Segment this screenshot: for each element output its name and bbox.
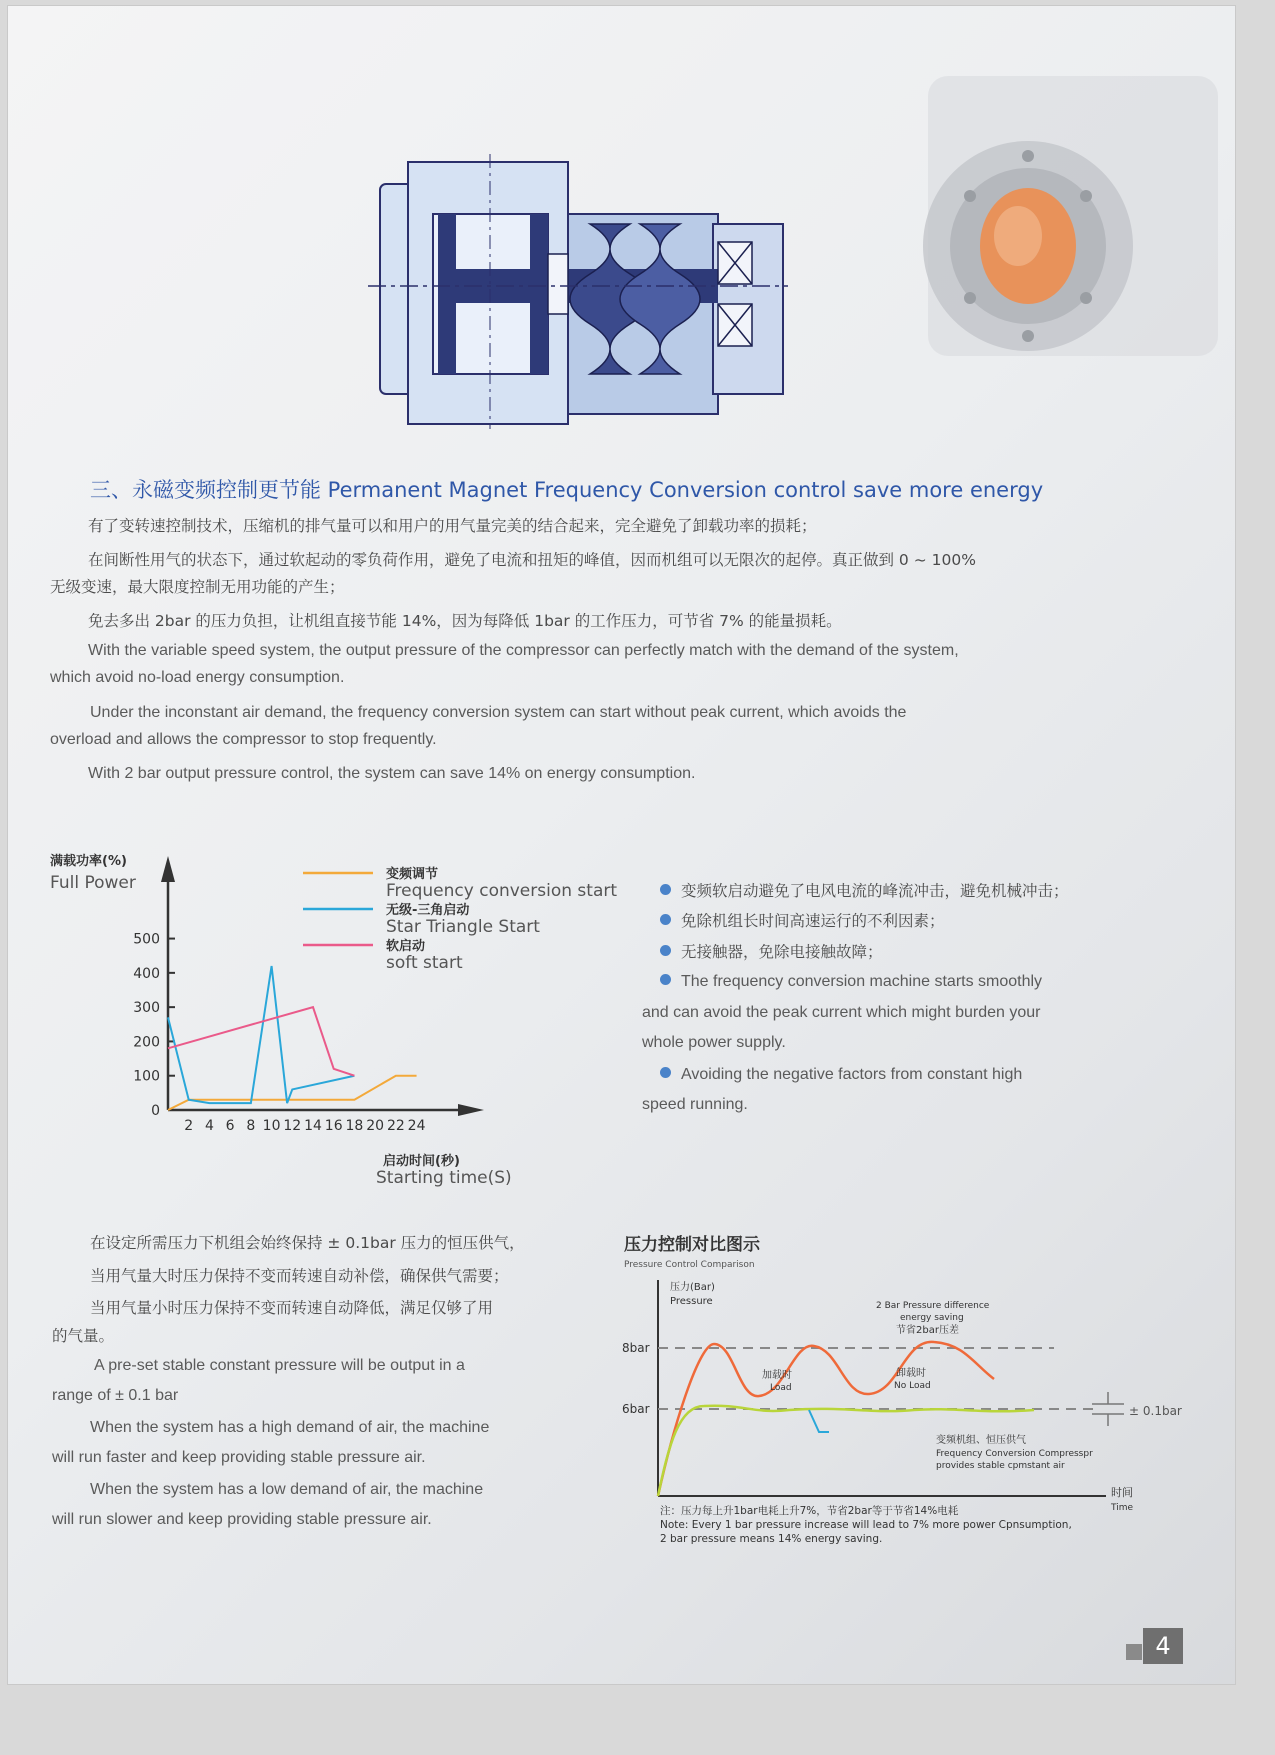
page-number: 4 bbox=[1143, 1628, 1183, 1664]
chart1-xtick-label: 24 bbox=[407, 1118, 426, 1134]
lower-en-3-line-2: will run slower and keep providing stable pressure air. bbox=[52, 1511, 432, 1528]
chart2-noload-cn: 卸载时 bbox=[896, 1368, 926, 1379]
chart2-blue-segment bbox=[809, 1410, 829, 1432]
chart1-xtick-label: 20 bbox=[366, 1118, 385, 1134]
bullet-dot-icon bbox=[660, 884, 671, 895]
chart1-ytick-label: 0 bbox=[151, 1103, 160, 1119]
section-heading: 三、永磁变频控制更节能 Permanent Magnet Frequency Conversion control save more energy bbox=[90, 478, 1044, 502]
chart1-xtick-label: 6 bbox=[225, 1118, 235, 1134]
chart2-fc-en-2: provides stable cpmstant air bbox=[936, 1461, 1065, 1471]
chart1-ytick-label: 500 bbox=[133, 931, 160, 948]
bullet-cn-1: 变频软启动避免了电风电流的峰流冲击，避免机械冲击； bbox=[660, 879, 1069, 901]
en-paragraph-3: With 2 bar output pressure control, the system can save 14% on energy consumption. bbox=[88, 765, 696, 782]
bullet-en-2-line-2: speed running. bbox=[642, 1096, 748, 1113]
cn-paragraph-1: 有了变转速控制技术，压缩机的排气量可以和用户的用气量完美的结合起来，完全避免了卸载功率的损耗； bbox=[88, 517, 817, 535]
bullet-dot-icon bbox=[660, 1067, 671, 1078]
pressure-control-chart bbox=[614, 1224, 1194, 1554]
bullet-dot-icon bbox=[660, 945, 671, 956]
chart1-ylabel-en: Full Power bbox=[50, 873, 136, 893]
chart2-note-cn: 注：压力每上升1bar电耗上升7%，节省2bar等于节省14%电耗 bbox=[660, 1505, 959, 1517]
chart1-series-line-1 bbox=[168, 1076, 417, 1110]
lower-en-2-line-2: will run faster and keep providing stable pressure air. bbox=[52, 1449, 426, 1466]
chart1-xtick-label: 8 bbox=[246, 1118, 256, 1134]
chart2-title-en: Pressure Control Comparison bbox=[624, 1260, 755, 1270]
en-paragraph-2-line-2: overload and allows the compressor to stop frequently. bbox=[50, 731, 437, 748]
chart1-xtick-label: 14 bbox=[304, 1118, 322, 1134]
en-paragraph-2-line-1: Under the inconstant air demand, the frequency conversion system can start without peak current, which avoids the bbox=[90, 704, 907, 721]
lower-cn-1: 在设定所需压力下机组会始终保持 ± 0.1bar 压力的恒压供气， bbox=[90, 1234, 525, 1252]
chart2-tolerance: ± 0.1bar bbox=[1129, 1404, 1182, 1418]
chart1-xtick-label: 22 bbox=[386, 1118, 405, 1134]
chart1-legend-cn-2: 无级-三角启动 bbox=[386, 903, 470, 918]
chart1-ytick-label: 200 bbox=[133, 1034, 160, 1051]
chart2-ylabel-cn: 压力(Bar) bbox=[670, 1282, 715, 1293]
en-paragraph-1-line-2: which avoid no-load energy consumption. bbox=[50, 669, 345, 686]
lower-cn-3-line-1: 当用气量小时压力保持不变而转速自动降低，满足仅够了用 bbox=[90, 1299, 494, 1317]
chart1-series-line-2 bbox=[168, 966, 354, 1103]
chart1-xtick-label: 12 bbox=[283, 1118, 302, 1134]
compressor-cross-section-diagram bbox=[368, 154, 868, 434]
chart1-legend-cn-1: 变频调节 bbox=[386, 867, 439, 882]
chart2-note-en-2: 2 bar pressure means 14% energy saving. bbox=[660, 1533, 883, 1545]
bullet-cn-3: 无接触器，免除电接触故障； bbox=[660, 940, 883, 962]
chart1-xtick-label: 18 bbox=[345, 1118, 364, 1134]
chart2-xlabel-cn: 时间 bbox=[1111, 1486, 1133, 1499]
cn-paragraph-2-line-2: 无级变速，最大限度控制无用功能的产生； bbox=[50, 578, 345, 596]
y-axis-arrow-icon bbox=[161, 856, 175, 882]
chart1-ytick-label: 400 bbox=[133, 965, 160, 982]
lower-en-3-line-1: When the system has a low demand of air, the machine bbox=[90, 1481, 484, 1498]
chart1-ylabel-cn: 满载功率(%) bbox=[50, 854, 127, 869]
chart1-xlabel-en: Starting time(S) bbox=[376, 1168, 512, 1188]
lower-cn-2: 当用气量大时压力保持不变而转速自动补偿，确保供气需要； bbox=[90, 1267, 509, 1285]
chart2-title-cn: 压力控制对比图示 bbox=[624, 1235, 760, 1255]
chart1-legend-cn-3: 软启动 bbox=[386, 939, 426, 954]
lower-en-1-line-1: A pre-set stable constant pressure will be output in a bbox=[94, 1357, 465, 1374]
chart1-legend-en-1: Frequency conversion start bbox=[386, 881, 618, 901]
chart1-xlabel-cn: 启动时间(秒) bbox=[383, 1154, 460, 1169]
x-axis-arrow-icon bbox=[458, 1104, 484, 1116]
chart2-load-en: Load bbox=[770, 1383, 792, 1393]
chart1-xtick-label: 4 bbox=[204, 1118, 214, 1134]
starting-power-chart bbox=[38, 831, 618, 1191]
chart2-diff-en-1: 2 Bar Pressure difference bbox=[876, 1301, 990, 1311]
chart2-note-en-1: Note: Every 1 bar pressure increase will lead to 7% more power Cpnsumption, bbox=[660, 1519, 1072, 1531]
chart2-fixed-speed-line bbox=[658, 1342, 994, 1496]
chart2-load-cn: 加载时 bbox=[762, 1370, 792, 1381]
lower-cn-3-line-2: 的气量。 bbox=[52, 1327, 115, 1345]
chart1-legend-en-2: Star Triangle Start bbox=[386, 917, 540, 937]
cn-paragraph-3: 免去多出 2bar 的压力负担，让机组直接节能 14%，因为每降低 1bar 的工作压力，可节省 7% 的能量损耗。 bbox=[88, 612, 842, 630]
bullet-en-1-line-1: The frequency conversion machine starts smoothly bbox=[660, 973, 1042, 991]
bullet-dot-icon bbox=[660, 914, 671, 925]
bullet-en-1-line-3: whole power supply. bbox=[642, 1034, 786, 1051]
bullet-dot-icon bbox=[660, 974, 671, 985]
lower-en-2-line-1: When the system has a high demand of air, the machine bbox=[90, 1419, 490, 1436]
lower-en-1-line-2: range of ± 0.1 bar bbox=[52, 1387, 179, 1404]
chart1-xtick-label: 10 bbox=[262, 1118, 281, 1134]
chart1-xtick-label: 2 bbox=[184, 1118, 194, 1134]
chart1-xtick-label: 16 bbox=[324, 1118, 343, 1134]
chart2-ylabel-en: Pressure bbox=[670, 1296, 713, 1307]
bullet-cn-2: 免除机组长时间高速运行的不利因素； bbox=[660, 909, 945, 931]
chart2-diff-cn: 节省2bar压差 bbox=[896, 1325, 959, 1336]
cn-paragraph-2-line-1: 在间断性用气的状态下，通过软起动的零负荷作用，避免了电流和扭矩的峰值，因而机组可以无限次的起停。真正做到 0 ~ 100% bbox=[88, 551, 976, 569]
tolerance-bracket-icon bbox=[1092, 1392, 1124, 1426]
chart1-series-line-3 bbox=[168, 1007, 354, 1076]
bullet-en-1-line-2: and can avoid the peak current which might burden your bbox=[642, 1004, 1041, 1021]
chart2-fc-en-1: Frequency Conversion Compresspr bbox=[936, 1449, 1093, 1459]
chart2-ytick-8bar: 8bar bbox=[622, 1341, 650, 1355]
chart2-noload-en: No Load bbox=[894, 1381, 931, 1391]
en-paragraph-1-line-1: With the variable speed system, the output pressure of the compressor can perfectly match with the demand of the system, bbox=[88, 642, 959, 659]
chart1-ytick-label: 100 bbox=[133, 1068, 160, 1085]
brochure-page bbox=[8, 6, 1235, 1684]
chart2-diff-en-2: energy saving bbox=[900, 1313, 964, 1323]
chart2-ytick-6bar: 6bar bbox=[622, 1402, 650, 1416]
chart1-legend-en-3: soft start bbox=[386, 953, 463, 973]
bullet-en-2-line-1: Avoiding the negative factors from constant high bbox=[660, 1066, 1022, 1084]
background-machine-illustration bbox=[868, 36, 1228, 366]
chart1-ytick-label: 300 bbox=[133, 1000, 160, 1017]
chart2-fc-cn: 变频机组、恒压供气 bbox=[936, 1435, 1026, 1446]
page-number-square-icon bbox=[1126, 1644, 1142, 1660]
chart2-xlabel-en: Time bbox=[1111, 1503, 1134, 1513]
